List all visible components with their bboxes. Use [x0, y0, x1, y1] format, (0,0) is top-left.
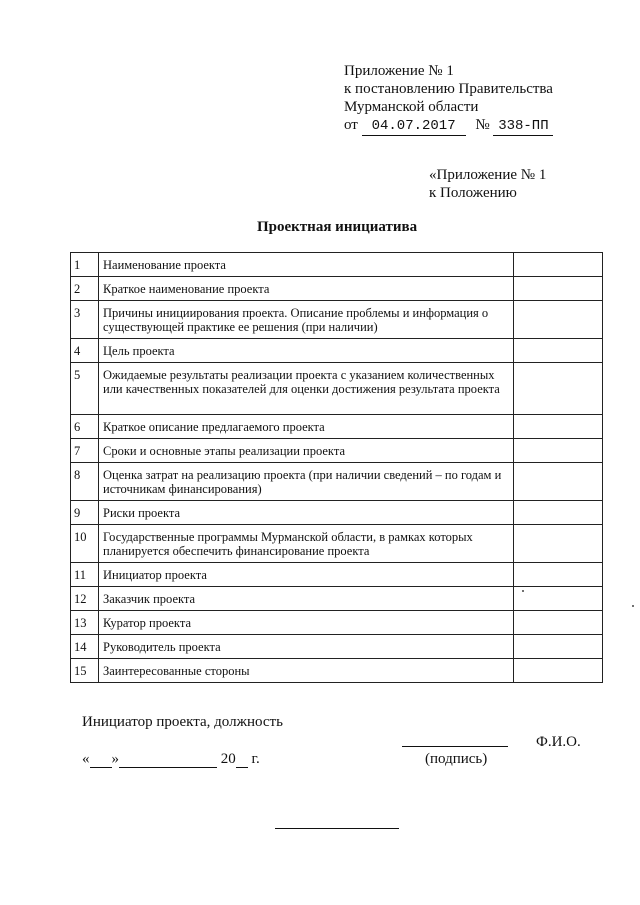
page-title: Проектная инициатива	[257, 219, 418, 235]
month-blank	[119, 753, 217, 768]
appendix-title: Приложение № 1	[344, 63, 454, 79]
row-value-field[interactable]	[514, 525, 603, 563]
row-number: 14	[71, 635, 99, 659]
table-row	[71, 501, 603, 525]
row-value-field[interactable]	[514, 253, 603, 277]
project-initiative-table	[70, 252, 603, 683]
row-number: 6	[71, 415, 99, 439]
table-row	[71, 439, 603, 463]
table-row	[71, 635, 603, 659]
signature-line	[402, 746, 508, 747]
year-prefix: 20	[220, 751, 236, 767]
row-number: 10	[71, 525, 99, 563]
table-row	[71, 463, 603, 501]
row-value-field[interactable]	[514, 339, 603, 363]
row-label: Инициатор проекта	[99, 563, 514, 587]
scan-speck	[522, 590, 524, 592]
initiator-position-label: Инициатор проекта, должность	[82, 714, 283, 730]
table-row	[71, 525, 603, 563]
document-date: 04.07.2017	[362, 117, 466, 136]
row-number: 5	[71, 363, 99, 415]
row-number: 7	[71, 439, 99, 463]
footer-rule	[275, 828, 399, 829]
row-number: 12	[71, 587, 99, 611]
number-prefix: №	[475, 117, 490, 133]
row-value-field[interactable]	[514, 463, 603, 501]
appendix-region: Мурманской области	[344, 99, 479, 115]
row-label: Краткое описание предлагаемого проекта	[99, 415, 514, 439]
row-number: 1	[71, 253, 99, 277]
row-number: 8	[71, 463, 99, 501]
row-label: Сроки и основные этапы реализации проекта	[99, 439, 514, 463]
table-row	[71, 415, 603, 439]
table-row	[71, 301, 603, 339]
row-number: 2	[71, 277, 99, 301]
row-number: 13	[71, 611, 99, 635]
year-blank	[236, 753, 248, 768]
row-value-field[interactable]	[514, 363, 603, 415]
table-row	[71, 339, 603, 363]
row-value-field[interactable]	[514, 611, 603, 635]
row-value-field[interactable]	[514, 587, 603, 611]
appendix-date-line	[344, 116, 553, 136]
row-number: 15	[71, 659, 99, 683]
row-label: Ожидаемые результаты реализации проекта с указанием количественных или качественных показателей для оценки достижения результата проекта	[99, 363, 514, 415]
signature-caption: (подпись)	[425, 751, 488, 767]
day-blank	[90, 753, 112, 768]
row-label: Государственные программы Мурманской области, в рамках которых планируется обеспечить финансирование проекта	[99, 525, 514, 563]
table-row	[71, 611, 603, 635]
row-number: 4	[71, 339, 99, 363]
year-suffix: г.	[251, 751, 260, 767]
sub-appendix-regulation: к Положению	[429, 185, 517, 201]
document-number: 338-ПП	[493, 117, 553, 136]
scan-speck	[632, 605, 634, 607]
row-value-field[interactable]	[514, 277, 603, 301]
table-row	[71, 363, 603, 415]
table-row	[71, 277, 603, 301]
row-label: Куратор проекта	[99, 611, 514, 635]
row-number: 3	[71, 301, 99, 339]
date-prefix: от	[344, 117, 358, 133]
row-label: Оценка затрат на реализацию проекта (при наличии сведений – по годам и источникам финансирования)	[99, 463, 514, 501]
row-label: Заказчик проекта	[99, 587, 514, 611]
row-label: Заинтересованные стороны	[99, 659, 514, 683]
date-open-quote: «	[82, 751, 90, 767]
row-value-field[interactable]	[514, 659, 603, 683]
fio-label: Ф.И.О.	[536, 734, 581, 750]
row-label: Наименование проекта	[99, 253, 514, 277]
row-number: 9	[71, 501, 99, 525]
table-row	[71, 253, 603, 277]
row-value-field[interactable]	[514, 439, 603, 463]
row-label: Риски проекта	[99, 501, 514, 525]
row-value-field[interactable]	[514, 563, 603, 587]
table-row	[71, 659, 603, 683]
row-value-field[interactable]	[514, 501, 603, 525]
row-value-field[interactable]	[514, 635, 603, 659]
sub-appendix-title: «Приложение № 1	[429, 167, 547, 183]
row-label: Краткое наименование проекта	[99, 277, 514, 301]
row-number: 11	[71, 563, 99, 587]
appendix-resolution: к постановлению Правительства	[344, 81, 553, 97]
row-label: Цель проекта	[99, 339, 514, 363]
row-label: Причины инициирования проекта. Описание проблемы и информация о существующей практике ее решения (при наличии)	[99, 301, 514, 339]
row-label: Руководитель проекта	[99, 635, 514, 659]
table-row	[71, 563, 603, 587]
row-value-field[interactable]	[514, 415, 603, 439]
date-fill-line	[82, 751, 260, 768]
date-close-quote: »	[111, 751, 119, 767]
row-value-field[interactable]	[514, 301, 603, 339]
